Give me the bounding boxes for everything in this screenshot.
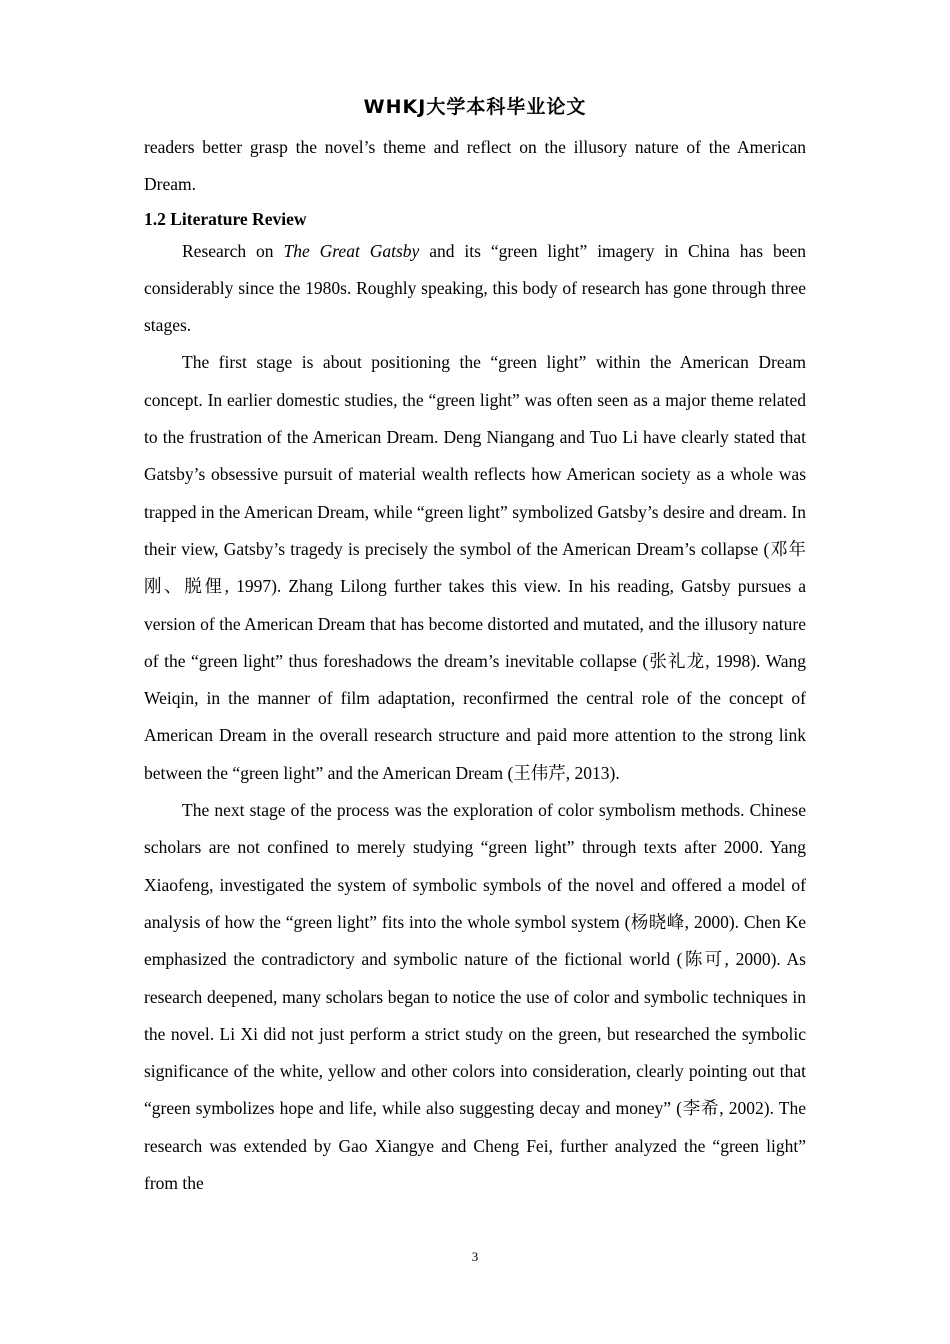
paragraph-intro-text-start: Research on: [182, 240, 284, 261]
document-body: [144, 129, 806, 1202]
section-heading: 1.2 Literature Review: [144, 208, 307, 229]
paragraph-first-stage: The first stage is about positioning the “green light” within the American Dream concept. In earlier domestic studies, the “green light” was often seen as a major theme related to the frustration of the American Dream. Deng Niangang and Tuo Li have clearly stated that Gatsby’s obsessive pursuit of material wealth reflects how American society as a whole was trapped in the American Dream, while “green light” symbolized Gatsby’s desire and dream. In their view, Gatsby’s tragedy is precisely the symbol of the American Dream’s collapse (邓年刚、脱俚, 1997). Zhang Lilong further takes this view. In his reading, Gatsby pursues a version of the American Dream that has become distorted and mutated, and the illusory nature of the “green light” thus foreshadows the dream’s inevitable collapse (张礼龙, 1998). Wang Weiqin, in the manner of film adaptation, reconfirmed the central role of the concept of American Dream in the overall research structure and paid more attention to the strong link between the “green light” and the American Dream (王伟芹, 2013).: [144, 352, 806, 783]
paragraph-continuation: readers better grasp the novel’s theme and reflect on the illusory nature of the American Dream.: [144, 137, 806, 195]
paragraph-next-stage: The next stage of the process was the exploration of color symbolism methods. Chinese scholars are not confined to merely studying “green light” through texts after 2000. Yang Xiaofeng, investigated the system of symbolic symbols of the novel and offered a model of analysis of how the “green light” fits into the whole symbol system (杨晓峰, 2000). Chen Ke emphasized the contradictory and symbolic nature of the fictional world (陈可, 2000). As research deepened, many scholars began to notice the use of color and symbolic techniques in the novel. Li Xi did not just perform a strict study on the green, but researched the symbolic significance of the white, yellow and other colors into consideration, clearly pointing out that “green symbolizes hope and life, while also suggesting decay and money” (李希, 2002). The research was extended by Gao Xiangye and Cheng Fei, further analyzed the “green light” from the: [144, 800, 806, 1194]
paragraph-intro: [144, 233, 806, 345]
paragraph-intro-text-end: and its “green light” imagery in China has been considerably since the 1980s. Roughly speaking, this body of research has gone through three stages.: [144, 240, 806, 336]
page-header-title: WHKJ大学本科毕业论文: [363, 96, 587, 118]
book-title: The Great Gatsby: [283, 240, 420, 261]
page-number: 3: [471, 1249, 479, 1264]
